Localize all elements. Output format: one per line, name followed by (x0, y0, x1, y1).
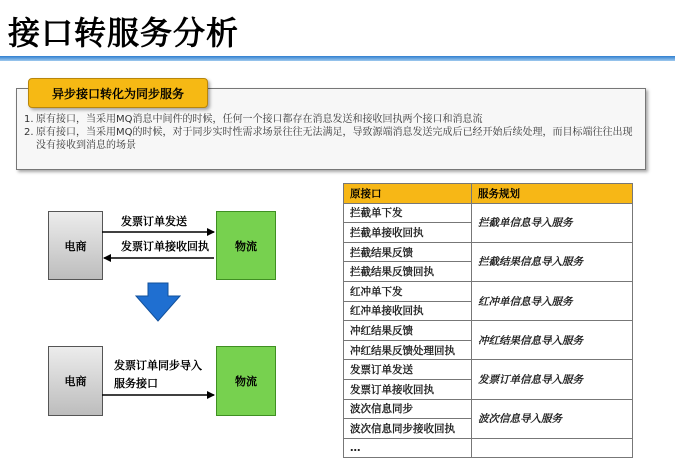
service-cell: 红冲单信息导入服务 (472, 281, 633, 320)
info-point-text: 原有接口，当采用MQ消息中间件的时候，任何一个接口都存在消息发送和接收回执两个接口和消息流 (36, 114, 483, 125)
service-cell: 发票订单信息导入服务 (472, 360, 633, 399)
interface-cell: 波次信息同步 (344, 399, 472, 419)
interface-cell: 波次信息同步接收回执 (344, 419, 472, 439)
ecommerce-box-after: 电商 (48, 346, 103, 416)
header-service-plan: 服务规划 (472, 184, 633, 204)
table-row (344, 360, 633, 380)
empty-cell (472, 438, 633, 458)
service-cell: 拦截结果信息导入服务 (472, 242, 633, 281)
table-row (344, 203, 633, 223)
info-point-number: 2. (24, 127, 34, 138)
interface-cell: 红冲单接收回执 (344, 301, 472, 321)
page-title: 接口转服务分析 (8, 14, 240, 52)
info-point-number: 1. (24, 114, 34, 125)
interface-cell: 拦截结果反馈 (344, 242, 472, 262)
info-point-text: 原有接口，当采用MQ的时候，对于同步实时性需求场景往往无法满足，导致源端消息发送完成后已经开始后续处理，而目标端往往出现没有接收到消息的场景 (36, 127, 633, 151)
sync-service-label-line2: 服务接口 (114, 377, 158, 390)
service-cell: 冲红结果信息导入服务 (472, 321, 633, 360)
table-row (344, 399, 633, 419)
interface-cell: 发票订单发送 (344, 360, 472, 380)
table-header-row (344, 184, 633, 204)
table-row (344, 438, 633, 458)
table-row (344, 242, 633, 262)
interface-cell: 拦截单下发 (344, 203, 472, 223)
interface-cell: 红冲单下发 (344, 281, 472, 301)
interface-service-table (343, 183, 633, 458)
ecommerce-box-before: 电商 (48, 211, 103, 280)
table-row (344, 281, 633, 301)
interface-cell: 冲红结果反馈 (344, 321, 472, 341)
service-cell: 波次信息导入服务 (472, 399, 633, 438)
arrow-label-send: 发票订单发送 (121, 215, 187, 228)
service-cell: 拦截单信息导入服务 (472, 203, 633, 242)
interface-cell: 拦截结果反馈回执 (344, 262, 472, 282)
sync-service-label-line1: 发票订单同步导入 (114, 359, 202, 372)
down-arrow-icon (136, 283, 180, 321)
logistics-box-after: 物流 (216, 346, 276, 416)
header-original-interface: 原接口 (344, 184, 472, 204)
interface-cell: 拦截单接收回执 (344, 223, 472, 243)
interface-cell: 发票订单接收回执 (344, 379, 472, 399)
ellipsis-cell: … (344, 438, 472, 458)
table-row (344, 321, 633, 341)
logistics-box-before: 物流 (216, 211, 276, 280)
arrow-label-receipt: 发票订单接收回执 (121, 240, 209, 253)
info-tag: 异步接口转化为同步服务 (28, 78, 208, 108)
interface-cell: 冲红结果反馈处理回执 (344, 340, 472, 360)
